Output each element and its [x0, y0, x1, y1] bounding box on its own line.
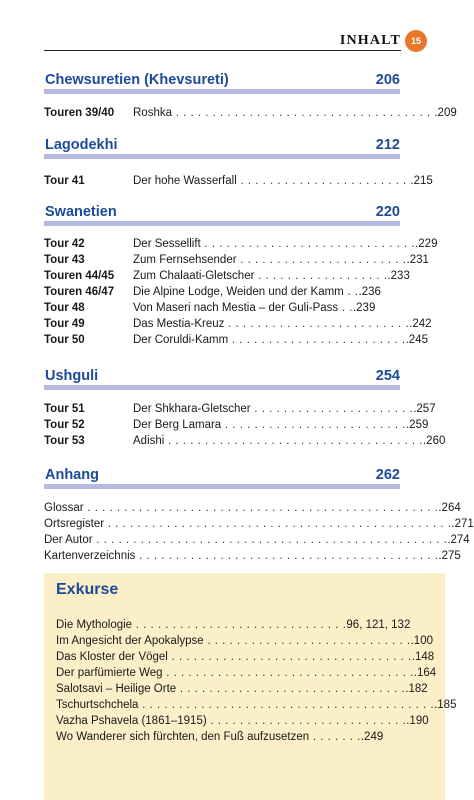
entry-title: Ortsregister . . . . . . . . . . . . . . . . . . . . . . . . . . . . . . . . . . . . . . . . . . . . . . ..271 [44, 518, 474, 530]
section-title: Chewsuretien (Khevsureti) [45, 72, 229, 88]
exkurs-entry[interactable] [56, 633, 433, 650]
page-header [44, 30, 445, 52]
section-page: 254 [375, 368, 400, 384]
section-bar [44, 484, 400, 489]
section-heading[interactable] [44, 368, 400, 390]
entry-title: Vazha Pshavela (1861–1915) . . . . . . . . . . . . . . . . . . . . . . . . . . ..190 [56, 715, 429, 727]
tour-label: Tour 41 [44, 175, 85, 187]
section-heading[interactable] [44, 467, 400, 489]
exkurs-entry[interactable] [56, 729, 401, 746]
tour-label: Tour 50 [44, 334, 85, 346]
exkurs-entry[interactable] [56, 713, 429, 730]
toc-entry[interactable] [44, 252, 429, 269]
toc-entry[interactable] [44, 173, 433, 190]
toc-entry[interactable] [44, 236, 438, 253]
section-page: 220 [375, 204, 400, 220]
section-heading[interactable] [44, 72, 400, 94]
entry-title: Der Coruldi-Kamm . . . . . . . . . . . . . . . . . . . . . . . ..245 [133, 334, 428, 346]
section-title: Ushguli [45, 368, 99, 384]
exkurs-entry[interactable] [56, 617, 411, 634]
entry-title: Die Mythologie . . . . . . . . . . . . . . . . . . . . . . . . . . . . .96, 121, 132 [56, 619, 411, 631]
entry-title: Der Autor . . . . . . . . . . . . . . . . . . . . . . . . . . . . . . . . . . . . . . . . . . . . . . . ..274 [44, 534, 470, 546]
exkurs-entry[interactable] [56, 665, 437, 682]
entry-title: Zum Fernsehsender . . . . . . . . . . . . . . . . . . . . . . ..231 [133, 254, 429, 266]
section-page: 262 [375, 467, 400, 483]
toc-entry[interactable] [44, 417, 429, 434]
toc-entry[interactable] [44, 300, 400, 317]
toc-entry[interactable] [44, 532, 470, 549]
entry-title: Das Mestia-Kreuz . . . . . . . . . . . . . . . . . . . . . . . . ..242 [133, 318, 432, 330]
section-page: 206 [375, 72, 400, 88]
tour-label: Tour 49 [44, 318, 85, 330]
entry-title: Der parfümierte Weg . . . . . . . . . . . . . . . . . . . . . . . . . . . . . . . . . ..164 [56, 667, 437, 679]
entry-title: Roshka . . . . . . . . . . . . . . . . . . . . . . . . . . . . . . . . . . . .209 [133, 107, 457, 119]
toc-entry[interactable] [44, 332, 428, 349]
section-heading[interactable] [44, 204, 400, 226]
page-number-badge: 15 [405, 30, 427, 52]
tour-label: Tour 43 [44, 254, 85, 266]
tour-label: Touren 39/40 [44, 107, 115, 119]
section-page: 212 [375, 137, 400, 153]
tour-label: Tour 42 [44, 238, 85, 250]
section-title: Lagodekhi [45, 137, 118, 153]
entry-title: Der Sessellift . . . . . . . . . . . . . . . . . . . . . . . . . . . . ..229 [133, 238, 438, 250]
header-rule [44, 50, 401, 51]
section-anhang [44, 467, 474, 562]
exkurs-entry[interactable] [56, 649, 435, 666]
header-title: INHALT [339, 33, 401, 48]
section-lagodekhi [44, 137, 433, 187]
section-title: Anhang [45, 467, 99, 483]
toc-entry[interactable] [44, 105, 457, 122]
toc-entry[interactable] [44, 516, 474, 533]
section-ushguli [44, 368, 446, 447]
entry-title: Von Maseri nach Mestia – der Guli-Pass . ..239 [133, 302, 376, 314]
entry-title: Tschurtschchela . . . . . . . . . . . . . . . . . . . . . . . . . . . . . . . . . . . . . . . ..185 [56, 699, 457, 711]
entry-title: Adishi . . . . . . . . . . . . . . . . . . . . . . . . . . . . . . . . . . ..260 [133, 435, 446, 447]
tour-label: Tour 48 [44, 302, 85, 314]
section-bar [44, 221, 400, 226]
tour-label: Tour 53 [44, 435, 85, 447]
toc-entry[interactable] [44, 284, 400, 301]
toc-entry[interactable] [44, 268, 410, 285]
toc-entry[interactable] [44, 401, 436, 418]
entry-title: Der hohe Wasserfall . . . . . . . . . . . . . . . . . . . . . . . .215 [133, 175, 433, 187]
tour-label: Touren 44/45 [44, 270, 115, 282]
tour-label: Touren 46/47 [44, 286, 115, 298]
toc-entry[interactable] [44, 500, 461, 517]
exkurs-entry[interactable] [56, 681, 428, 698]
section-bar [44, 154, 400, 159]
entry-title: Glossar . . . . . . . . . . . . . . . . . . . . . . . . . . . . . . . . . . . . . . . . . . . . . . . ..264 [44, 502, 461, 514]
entry-title: Im Angesicht der Apokalypse . . . . . . . . . . . . . . . . . . . . . . . . . . . ..100 [56, 635, 433, 647]
toc-entry[interactable] [44, 433, 446, 450]
exkurs-entry[interactable] [56, 697, 457, 714]
section-heading[interactable] [44, 137, 400, 159]
tour-label: Tour 51 [44, 403, 85, 415]
entry-title: Das Kloster der Vögel . . . . . . . . . . . . . . . . . . . . . . . . . . . . . . . . ..148 [56, 651, 435, 663]
tour-label: Tour 52 [44, 419, 85, 431]
toc-entry[interactable] [44, 316, 432, 333]
section-bar [44, 385, 400, 390]
entry-title: Kartenverzeichnis . . . . . . . . . . . . . . . . . . . . . . . . . . . . . . . . . . . . . . . . ..275 [44, 550, 461, 562]
entry-title: Wo Wanderer sich fürchten, den Fuß aufzusetzen . . . . . . ..249 [56, 731, 384, 743]
exkurse-title: Exkurse [56, 581, 119, 598]
entry-title: Der Berg Lamara . . . . . . . . . . . . . . . . . . . . . . . . ..259 [133, 419, 429, 431]
section-chewsuretien [44, 72, 457, 119]
section-swanetien [44, 204, 438, 346]
entry-title: Die Alpine Lodge, Weiden und der Kamm . ..236 [133, 286, 381, 298]
section-bar [44, 89, 400, 94]
entry-title: Zum Chalaati-Gletscher . . . . . . . . . . . . . . . . . ..233 [133, 270, 410, 282]
exkurse-box [44, 573, 457, 800]
entry-title: Der Shkhara-Gletscher . . . . . . . . . . . . . . . . . . . . . ..257 [133, 403, 436, 415]
section-title: Swanetien [45, 204, 117, 220]
toc-entry[interactable] [44, 548, 461, 565]
entry-title: Salotsavi – Heilige Orte . . . . . . . . . . . . . . . . . . . . . . . . . . . . . . ..182 [56, 683, 428, 695]
